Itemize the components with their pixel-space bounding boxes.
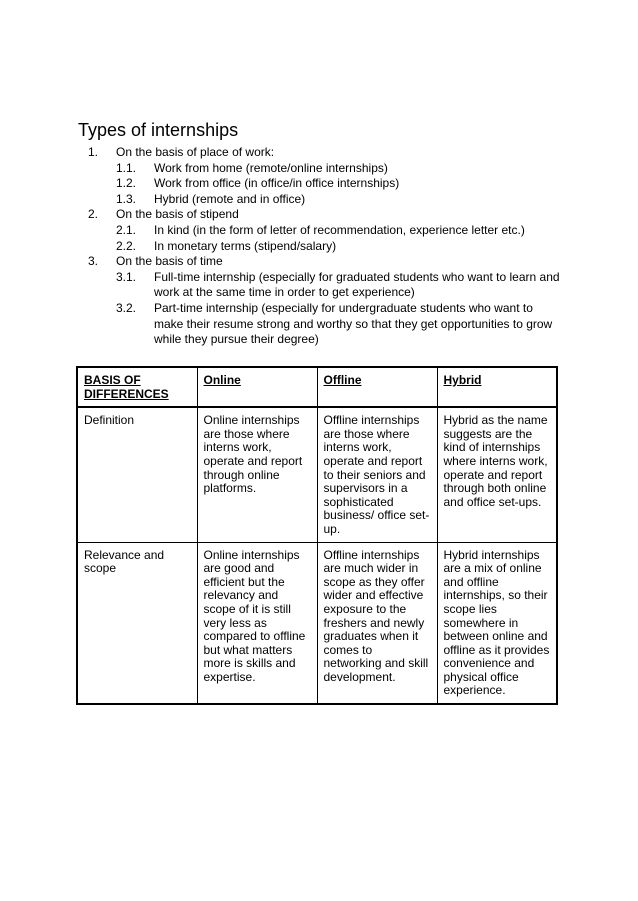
sub-list-item <box>0 176 638 192</box>
table-header-row <box>77 367 557 407</box>
list-number: 2.2. <box>116 238 137 253</box>
table-cell: Hybrid internships are a mix of online and offline internships, so their scope lies somewhere in between online and offline as it provides convenience and physical office experience. <box>437 542 557 704</box>
table-cell: Relevance and scope <box>77 542 197 704</box>
table-cell: Hybrid as the name suggests are the kind of internships where interns work, operate and report through both online and office set-ups. <box>437 407 557 542</box>
table-cell: Offline internships are much wider in scope as they offer wider and effective exposure to the freshers and newly graduates when it comes to networking and skill development. <box>317 542 437 704</box>
column-header: BASIS OF DIFFERENCES <box>77 367 197 407</box>
column-header: Hybrid <box>437 367 557 407</box>
list-text: In monetary terms (stipend/salary) <box>154 238 337 253</box>
list-text: On the basis of time <box>116 254 223 269</box>
list-text: Hybrid (remote and in office) <box>154 191 306 206</box>
differences-table <box>76 366 558 705</box>
list-text: Work from office (in office/in office internships) <box>154 176 400 191</box>
sub-list-item <box>0 270 638 301</box>
list-number: 1.1. <box>116 160 137 175</box>
list-item <box>0 145 638 161</box>
sub-list-item <box>0 239 638 255</box>
list-number: 1. <box>88 145 99 159</box>
page-title: Types of internships <box>78 120 239 140</box>
list-number: 3.2. <box>116 300 137 315</box>
list-text: On the basis of stipend <box>116 207 239 222</box>
list-text: On the basis of place of work: <box>116 145 275 159</box>
list-text: Part-time internship (especially for undergraduate students who want to make their resume strong and worthy so that they get opportunities to grow while they pursue their degree) <box>154 300 553 347</box>
table-row <box>77 542 557 704</box>
sub-list-item <box>0 223 638 239</box>
sub-list-item <box>0 192 638 208</box>
internship-types-list <box>0 145 638 348</box>
table-cell: Online internships are good and efficient but the relevancy and scope of it is still very less as compared to offline but what matters more is skills and expertise. <box>197 542 317 704</box>
list-number: 3. <box>88 254 99 269</box>
sub-list-item <box>0 301 638 348</box>
list-number: 2. <box>88 207 99 222</box>
list-item <box>0 254 638 270</box>
table-cell: Definition <box>77 407 197 542</box>
list-item <box>0 207 638 223</box>
list-text: Full-time internship (especially for graduated students who want to learn and work at the same time in order to get experience) <box>154 269 560 300</box>
list-number: 1.3. <box>116 191 137 206</box>
sub-list-item <box>0 161 638 177</box>
column-header: Online <box>197 367 317 407</box>
table-row <box>77 407 557 542</box>
list-number: 1.2. <box>116 176 137 191</box>
table-cell: Offline internships are those where interns work, operate and report to their seniors and supervisors in a sophisticated business/ office set-up. <box>317 407 437 542</box>
list-text: In kind (in the form of letter of recommendation, experience letter etc.) <box>154 222 525 237</box>
list-text: Work from home (remote/online internships) <box>154 160 388 175</box>
list-number: 3.1. <box>116 269 137 284</box>
list-number: 2.1. <box>116 222 137 237</box>
column-header: Offline <box>317 367 437 407</box>
table-cell: Online internships are those where interns work, operate and report through online platforms. <box>197 407 317 542</box>
